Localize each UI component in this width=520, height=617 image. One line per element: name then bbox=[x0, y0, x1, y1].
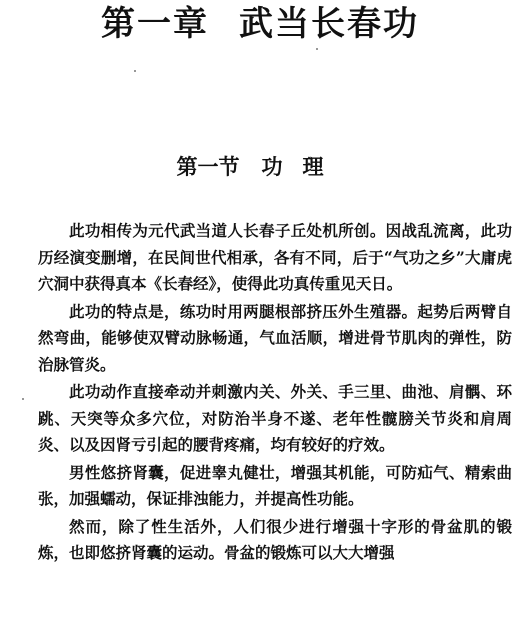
body-text bbox=[38, 218, 512, 568]
paragraph: 此功动作直接牵动并刺激内关、外关、手三里、曲池、肩髃、环跳、天突等众多穴位，对防治半身不遂、老年性髋膀关节炎和肩周炎、以及因肾亏引起的腰背疼痛，均有较好的疗效。 bbox=[38, 382, 512, 454]
section-number: 第一节 bbox=[176, 155, 240, 179]
paragraph: 男性悠挤肾囊，促进睾丸健壮，增强其机能，可防疝气、精索曲张，加强蠕动，保证排浊能力，并提高性功能。 bbox=[38, 462, 512, 508]
print-speck bbox=[134, 70, 136, 72]
print-speck bbox=[22, 398, 24, 400]
chapter-heading bbox=[0, 2, 520, 46]
section-title: 功理 bbox=[261, 155, 344, 179]
paragraph: 然而，除了性生活外，人们很少进行增强十字形的骨盆肌的锻炼，也即悠挤肾囊的运动。骨盆的锻炼可以大大增强 bbox=[38, 516, 512, 562]
paragraph: 此功的特点是，练功时用两腿根部挤压外生殖器。起势后两臂自然弯曲，能够使双臂动脉畅通，气血活顺，增进骨节肌肉的弹性，防治脉管炎。 bbox=[38, 301, 512, 374]
chapter-title: 武当长春功 bbox=[239, 4, 419, 44]
chapter-number: 第一章 bbox=[101, 4, 209, 44]
paragraph: 此功相传为元代武当道人长春子丘处机所创。因战乱流离，此功历经演变删增，在民间世代相承，各有不同，后于“气功之乡”大庸虎穴洞中获得真本《长春经》，使得此功真传重见天日。 bbox=[38, 221, 512, 293]
section-heading bbox=[0, 152, 520, 182]
print-speck bbox=[316, 48, 318, 50]
